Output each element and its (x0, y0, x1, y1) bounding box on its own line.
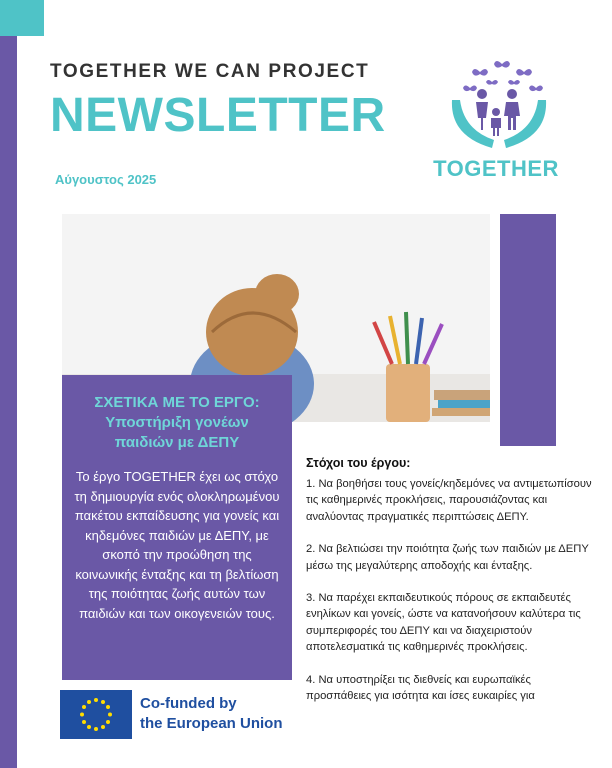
left-accent-bar (0, 36, 17, 768)
corner-accent (0, 0, 44, 36)
cofunded-line2: the European Union (140, 715, 283, 732)
project-title: TOGETHER WE CAN PROJECT (50, 61, 370, 82)
goal-item-3: 3. Να παρέχει εκπαιδευτικούς πόρους σε εκπαιδευτές ενηλίκων και γονείς, ώστε να κατανοήσουν καλύτερα τις συμπεριφορές του ΔΕΠΥ και να διαχειριστούν αποτελεσματικά τις καθημερινές προκλήσεις. (306, 592, 581, 654)
about-body-text: Το έργο TOGETHER έχει ως στόχο τη δημιουργία ενός ολοκληρωμένου πακέτου εκπαίδευσης για γονείς και κηδεμόνες παιδιών με ΔΕΠΥ, με σκοπό την προώθηση της κοινωνικής ένταξης και τη βελτίωση της ποιότητας ζωής αυτών των παιδιών και των οικογενειών τους. (74, 469, 280, 621)
logo-wordmark: TOGETHER (433, 156, 559, 181)
issue-date: Αύγουστος 2025 (55, 172, 157, 187)
eu-flag-icon (60, 690, 132, 739)
cofunded-label (140, 694, 283, 734)
goal-item-2: 2. Να βελτιώσει την ποιότητα ζωής των παιδιών με ΔΕΠΥ μέσω της μεγαλύτερης αποδοχής και ένταξης. (306, 543, 589, 572)
right-accent-bar (500, 214, 556, 446)
goal-item-4: 4. Να υποστηρίξει τις διεθνείς και ευρωπαϊκές προσπάθειες για ισότητα και ίσες ευκαιρίες για (306, 673, 535, 703)
cofunded-line1: Co-funded by (140, 695, 237, 712)
project-goals (306, 456, 598, 720)
goals-heading: Στόχοι του έργου: (306, 456, 411, 470)
goal-item-1: 1. Να βοηθήσει τους γονείς/κηδεμόνες να αντιμετωπίσουν τις καθημερινές προκλήσεις, παρουσιάζοντας και αναλύοντας πραγματικές περιπτώσεις ΔΕΠΥ. (306, 478, 592, 523)
about-heading (72, 393, 282, 453)
newsletter-title: NEWSLETTER (50, 89, 386, 142)
about-heading-line3: παιδιών με ΔΕΠΥ (114, 434, 240, 451)
about-heading-line2: Υποστήριξη γονέων (105, 414, 249, 431)
about-heading-line1: ΣΧΕΤΙΚΑ ΜΕ ΤΟ ΕΡΓΟ: (94, 394, 260, 411)
